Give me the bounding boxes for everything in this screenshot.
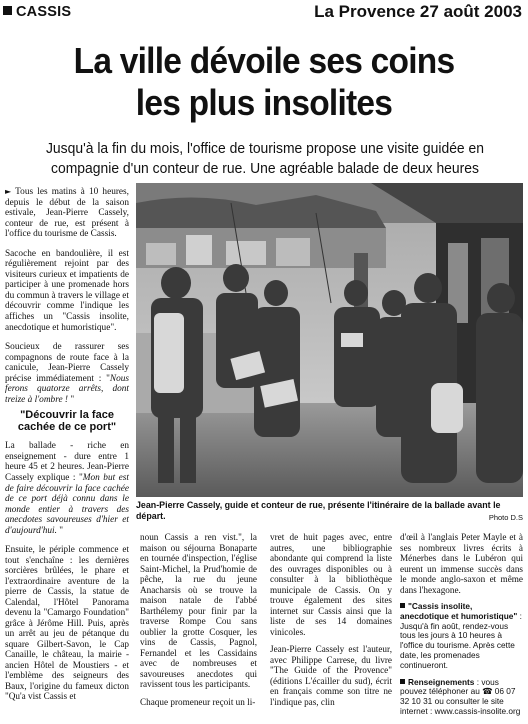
page-header: [0, 0, 528, 22]
ballade-text: La ballade - riche en enseignement - dure entre 1 heure 45 et 2 heures. Jean-Pierre Cassely explique : ": [5, 441, 129, 484]
info-visit-text: : Jusqu'à fin août, rendez-vous tous les jours à 10 heures à l'office du tourisme. Après cette date, les promenades continueront.: [400, 610, 522, 670]
paragraph-canicule: [5, 342, 129, 405]
paragraph-livret: vret de huit pages avec, entre autres, une bibliographie abondante qui comprend la liste des ouvrages disponibles ou à consulter à la bibliothèque municipale de Cassis. On y trouve également des sites internet sur Cassis ainsi que la liste de ses 14 domaines vinicoles.: [270, 532, 392, 637]
section-name: CASSIS: [16, 4, 72, 20]
subheading: "Découvrir la face cachée de ce port": [17, 409, 117, 434]
bullet-square-icon: [400, 679, 405, 684]
canicule-close: ": [68, 394, 75, 405]
info-contact-text: : vous pouvez téléphoner au ☎ 06 07 32 10 31 ou consulter le site internet : www.cassis-insolite.org: [400, 676, 521, 716]
info-visit-title: "Cassis insolite, anecdotique et humoristique": [400, 601, 518, 621]
photo-credit: Photo D.S: [488, 513, 523, 522]
photo-caption: Jean-Pierre Cassely, guide et conteur de rue, présente l'itinéraire de la ballade avant le départ.: [136, 500, 501, 521]
paragraph-bonaparte: noun Cassis a ren vist.", la maison ou séjourna Bonaparte en tournée d'inspection, l'église Saint-Michel, la Prud'homie de pêche, la rue du jeune Anacharsis où se trouve la maison natale de l'abbé Barthélemy pour finir par la traverse Rompe Cou sans oublier la grotte Cosquer, les vins de Cassis, Pagnol, Fernandel et les Cassidains avec de nombreuses et savoureuses anecdotes qui ravissent tous les participants.: [140, 532, 257, 689]
paragraph-auteur: Jean-Pierre Cassely est l'auteur, avec Philippe Carrese, du livre "The Guide of the Provence" (éditions L'écailler du sud), écrit en français comme son titre ne l'indique pas, clin: [270, 644, 392, 707]
paragraph-periple: Ensuite, le périple commence et tout s'enchaîne : les dernières sorcières brûlées, le phare et l'extraordinaire aventure de la pierre de Cassis, la statue de Calendal, l'Hôtel Panorama devenu la "Camargo Foundation" grâce à Jérôme Hill. Puis, après un arrêt au jeu de pétanque du square Gilbert-Savon, le Cap Canaille, le château, la mairie - ancien Hôtel de Moustiers - et l'emblème des seigneurs des Baux, l'origine du fameux dicton "Qu'a vist Cassis et: [5, 544, 129, 701]
bullet-square-icon: [400, 603, 405, 608]
subhead-line-1: Jusqu'à la fin du mois, l'office de tourisme propose une visite guidée en: [45, 141, 485, 157]
canicule-quote: Nous ferons quatorze arrêts, dont treize à l'ombre !: [5, 373, 129, 405]
paragraph-intro: [5, 187, 129, 240]
article-column-5: [400, 532, 523, 724]
article-column-4: [270, 532, 392, 714]
canicule-text: Soucieux de rassurer ses compagnons de route face à la canicule, Jean-Pierre Cassely précise immédiatement : ": [5, 342, 129, 384]
arrow-right-icon: ►: [5, 187, 12, 196]
ballade-close: ": [56, 525, 64, 536]
headline-line-2: les plus insolites: [135, 82, 393, 123]
info-visit: [400, 602, 523, 671]
section-square-icon: [3, 6, 12, 15]
paragraph-mayle: d'œil à l'anglais Peter Mayle et à ses nombreux livres écrits à Ménerbes dans le Lubéron qui eurent un immense succès dans le monde anglo-saxon et même dans l'hexagone.: [400, 532, 523, 595]
publication-date: La Provence 27 août 2003: [314, 2, 522, 21]
headline-line-1: La ville dévoile ses coins: [73, 40, 455, 81]
article-column-2: [5, 544, 129, 709]
article-subhead: [35, 139, 496, 179]
article-headline: [18, 40, 509, 124]
subhead-line-2: compagnie d'un conteur de rue. Une agréable balade de deux heures: [51, 161, 479, 177]
info-contact: [400, 678, 523, 717]
info-contact-title: Renseignements: [408, 676, 475, 687]
intro-text: Tous les matins à 10 heures, depuis le début de la saison estivale, Jean-Pierre Cassely, conteur de rue, est présent à l'office du tourisme de Cassis.: [5, 187, 130, 240]
paragraph-livret-start: Chaque promeneur reçoit un li-: [140, 696, 256, 707]
section-label: [3, 4, 71, 20]
paragraph-ballade: [5, 441, 129, 536]
tour-group-photo: [136, 183, 523, 497]
paragraph-sacoche: Sacoche en bandoulière, il est régulièrement rejoint par des visiteurs curieux et impatients de participer à une promenade hors du commun à travers le village et découvrir comme l'indique les affiches un "Cassis insolite, anecdotique et humoristique".: [5, 248, 129, 333]
article-photo: [136, 183, 523, 497]
article-column-3: [140, 532, 257, 714]
ballade-quote: Mon but est de faire découvrir la face cachée de ce port déjà connu dans le monde entier à travers des anecdotes savoureuses d'hier et d'aujourd'hui.: [5, 473, 129, 536]
article-column-1: [5, 187, 129, 545]
